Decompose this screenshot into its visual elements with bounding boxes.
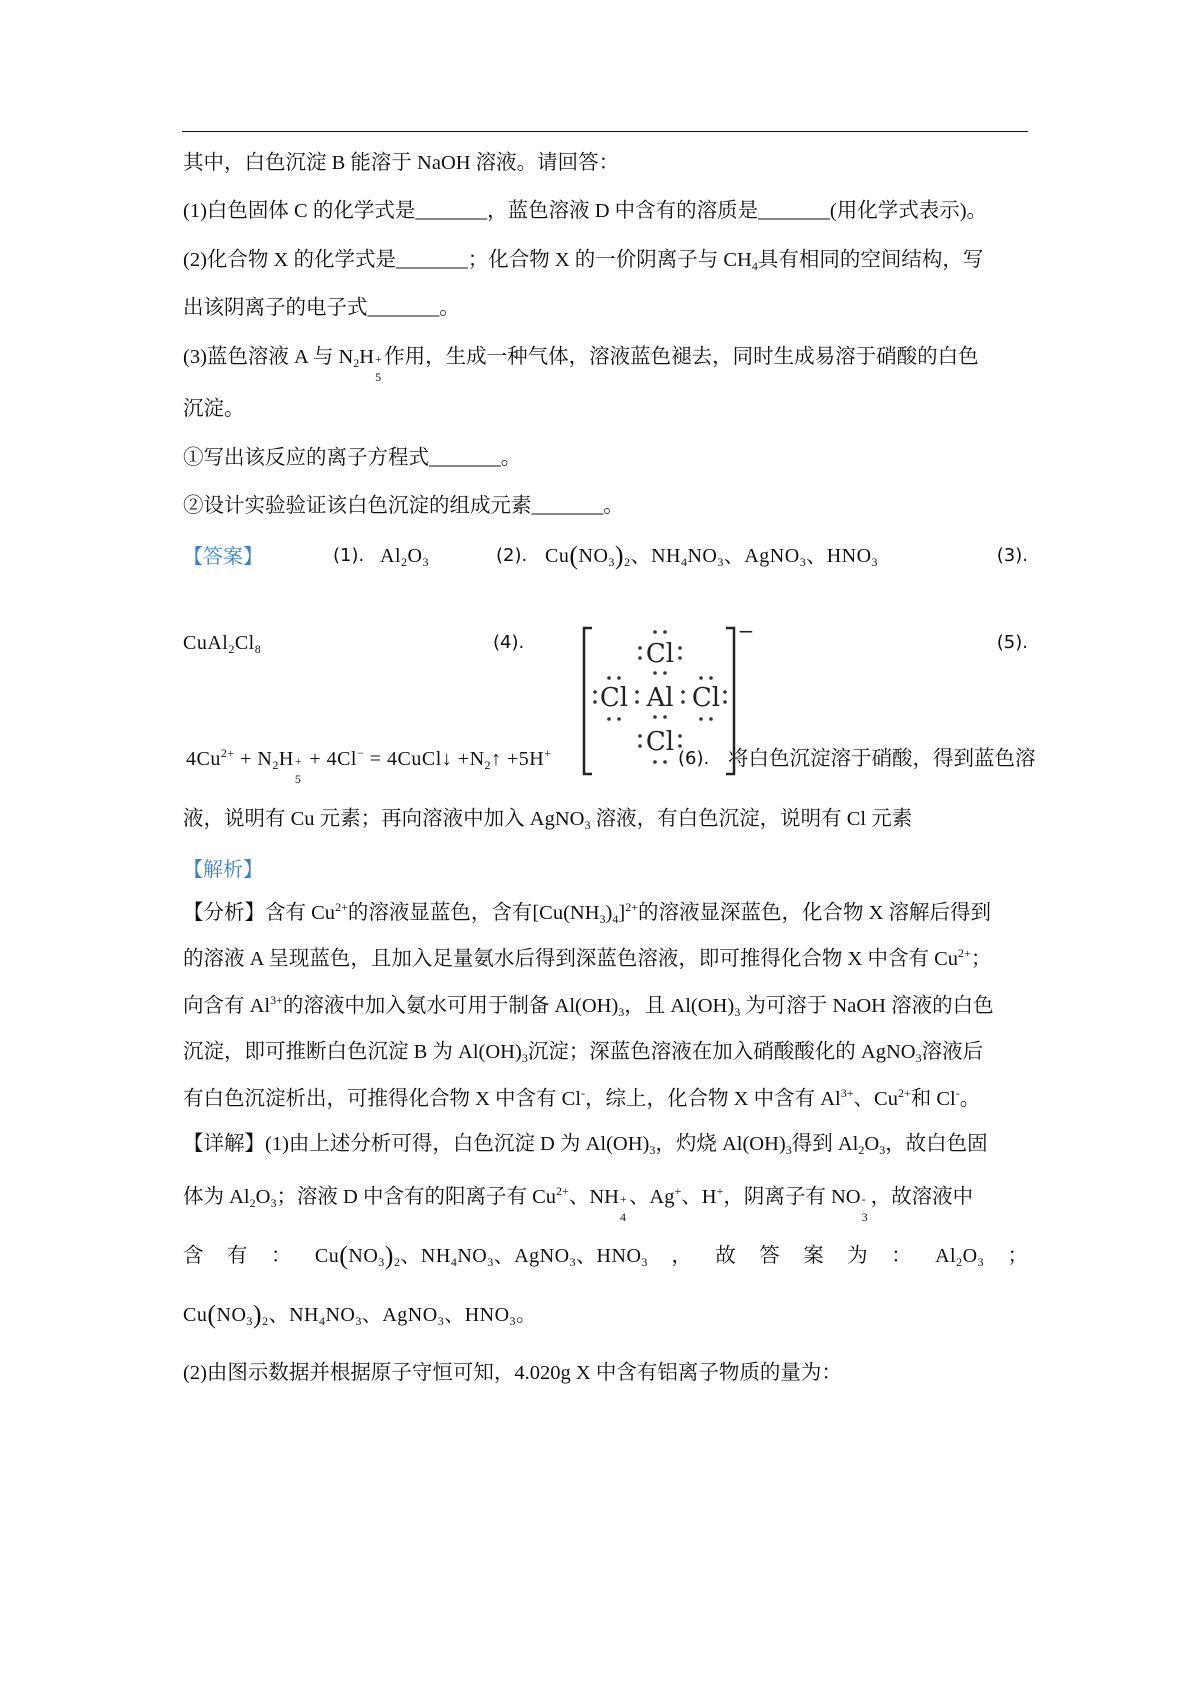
- question-3-sub1: ①写出该反应的离子方程式_______。: [183, 447, 522, 469]
- analysis-p4: 沉淀，即可推断白色沉淀 B 为 $Al(OH)_3$沉淀；深蓝色溶液在加入硝酸酸化的 AgNO$_3$溶液后: [183, 1041, 984, 1065]
- al-center: Al: [646, 683, 674, 713]
- detail-p2: 体为 $Al_2O_3$；溶液 D 中含有的阳离子有 $Cu^{2+}$、NH + 4 、Ag+、H+，阴离子有 NO - 3 ，故溶液中: [183, 1184, 974, 1224]
- question-3-sub2: ②设计实验验证该白色沉淀的组成元素_______。: [183, 495, 624, 517]
- analysis-p1: 【分析】含有 $Cu^{2+}$的溶液显蓝色，含有$[Cu(NH_3)_4]^{2+}$的溶液显深蓝色，化合物 X 溶解后得到: [183, 900, 992, 926]
- answer-3-formula: $CuAl_2Cl_8$: [183, 632, 262, 656]
- question-intro: 其中，白色沉淀 B 能溶于 NaOH 溶液。请回答：: [183, 152, 620, 174]
- analysis-label: 【解析】: [183, 857, 263, 881]
- analysis-p3: 向含有 $Al^{3+}$的溶液中加入氨水可用于制备 $Al(OH)_3$，且 $Al(OH)_3$ 为可溶于 NaOH 溶液的白色: [183, 993, 994, 1019]
- cl-bottom: Cl: [645, 727, 675, 757]
- question-3: (3)蓝色溶液 A 与 $N_2H$ + 5 作用，生成一种气体，溶液蓝色褪去，同时生成易溶于硝酸的白色: [183, 346, 979, 384]
- cl-left: Cl: [599, 683, 629, 713]
- analysis-p2: 的溶液 A 呈现蓝色，且加入足量氨水后得到深蓝色溶液，即可推得化合物 X 中含有 $Cu^{2+}$；: [183, 946, 992, 970]
- answer-6-text-a: 将白色沉淀溶于硝酸，得到蓝色溶: [728, 748, 1036, 770]
- detail-p4: $Cu(NO_3)_2$、$NH_4NO_3$、AgNO$_3$、$HNO_3$。: [183, 1300, 537, 1329]
- answer-2-formula: $Cu(NO_3)_2$、$NH_4NO_3$、AgNO$_3$、$HNO_3$: [545, 541, 879, 570]
- analysis-p5: 有白色沉淀析出，可推得化合物 X 中含有 Cl-，综上，化合物 X 中含有 $Al^{3+}$、$Cu^{2+}$和 Cl-。: [183, 1086, 981, 1110]
- cl-top: Cl: [645, 639, 675, 669]
- answer-1-formula: $Al_2O_3$: [380, 545, 429, 569]
- answer-6-text-b: 液，说明有 Cu 元素；再向溶液中加入 AgNO$_3$ 溶液，有白色沉淀，说明有 Cl 元素: [183, 808, 913, 832]
- detail-p5: (2)由图示数据并根据原子守恒可知，4.020g X 中含有铝离子物质的量为：: [183, 1362, 842, 1384]
- answer-5-equation: $4Cu^{2+} + N_2H$ + 5 + 4Cl− = 4CuCl↓ $+N_2↑ +5H^+$: [186, 746, 552, 786]
- detail-p1: 【详解】(1)由上述分析可得，白色沉淀 D 为 $Al(OH)_3$，灼烧 $Al(OH)_3$得到 $Al_2O_3$，故白色固: [183, 1133, 988, 1157]
- question-2-cont: 出该阴离子的电子式_______。: [183, 297, 460, 319]
- detail-p3: 含 有 ： $Cu(NO_3)_2$、$NH_4NO_3$、AgNO$_3$、$HNO_3$ ， 故 答 案 为 ： $Al_2O_3$ ；: [183, 1241, 1028, 1270]
- answer-label: 【答案】: [183, 544, 263, 568]
- question-1: (1)白色固体 C 的化学式是_______，蓝色溶液 D 中含有的溶质是_______(用化学式表示)。: [183, 200, 988, 222]
- question-2: (2)化合物 X 的化学式是_______；化合物 X 的一价阴离子与 $CH_4$具有相同的空间结构，写: [183, 249, 984, 273]
- question-3-cont: 沉淀。: [183, 398, 245, 420]
- header-rule: [182, 131, 1028, 132]
- charge-label: −: [737, 622, 755, 643]
- cl-right: Cl: [691, 683, 721, 713]
- lewis-structure-alcl4: [578, 622, 758, 780]
